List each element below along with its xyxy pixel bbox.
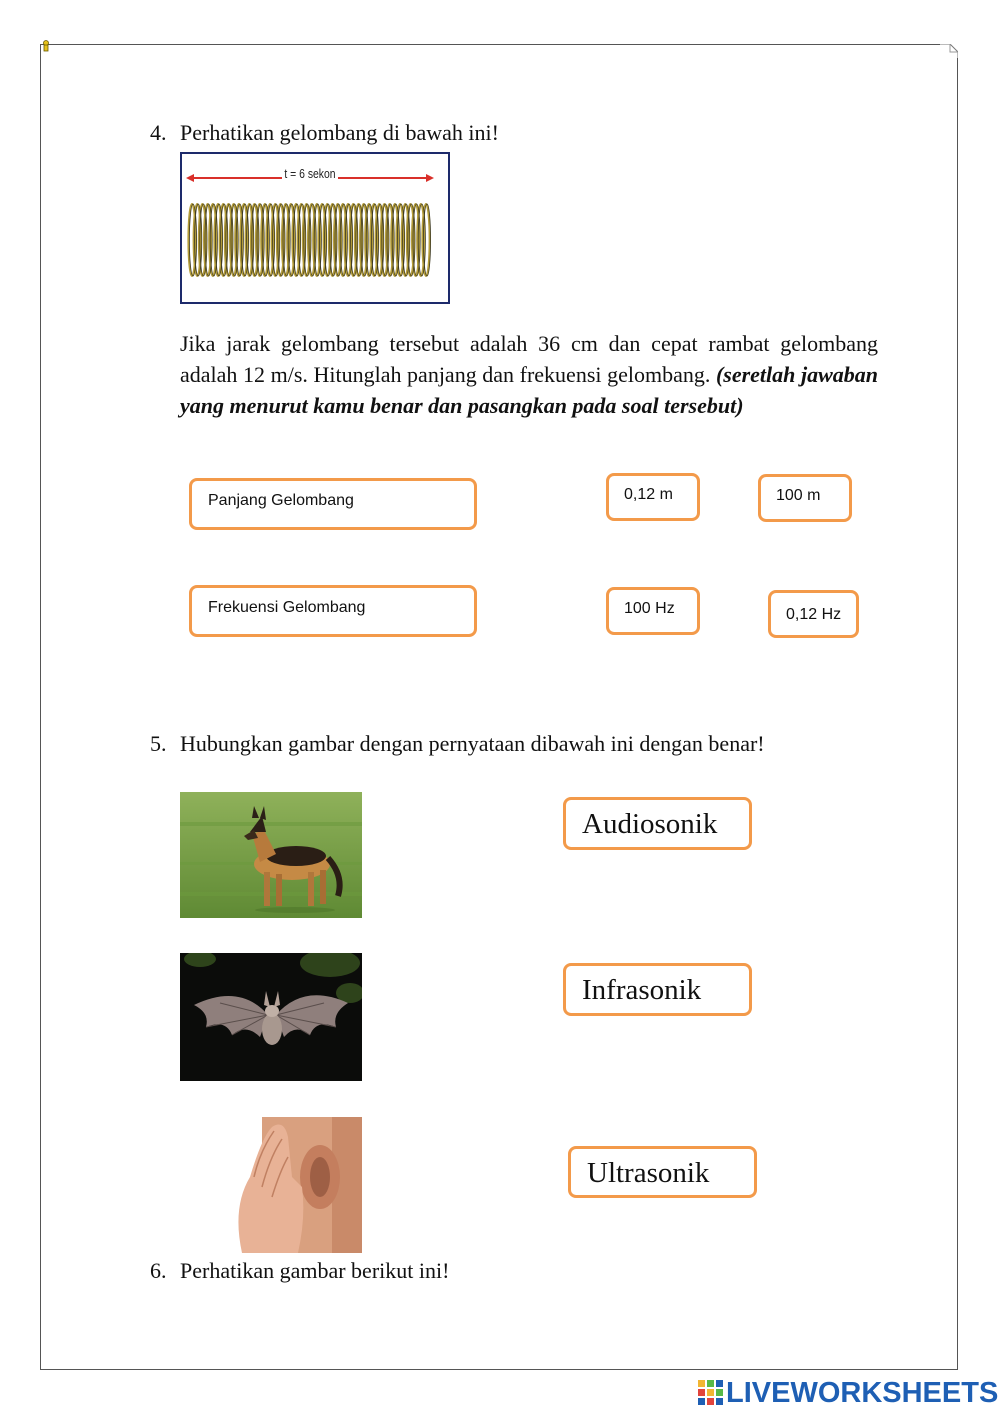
question-title: Perhatikan gelombang di bawah ini! [180,120,499,145]
question-number: 6. [150,1258,167,1283]
question-4-text [180,328,878,421]
drop-target-frekuensi-gelombang[interactable] [189,585,477,637]
question-title: Hubungkan gambar dengan pernyataan dibawah ini dengan benar! [180,731,765,756]
drop-target-label: Frekuensi Gelombang [208,599,366,616]
question-4-paragraph: Jika jarak gelombang tersebut adalah 36 cm dan cepat rambat gelombang adalah 12 m/s. Hitunglah panjang dan frekuensi gelombang. [180,331,878,387]
bat-image[interactable] [180,953,362,1081]
liveworksheets-logo[interactable] [698,1376,998,1410]
answer-audiosonik[interactable] [563,797,752,850]
question-6-heading [150,1258,449,1284]
option-label: 0,12 Hz [786,606,842,623]
question-number: 4. [150,120,167,145]
question-4-heading [150,120,499,146]
drag-option-0-12-m[interactable] [606,473,700,521]
question-number: 5. [150,731,167,756]
figure-time-label: t = 6 sekon [282,166,338,181]
option-label: 100 m [776,487,821,504]
question-5-heading [150,731,765,757]
page-corner-fold [940,44,958,58]
answer-infrasonik[interactable] [563,963,752,1016]
worksheet-page [40,44,958,1370]
liveworksheets-logo-icon [698,1380,724,1406]
drop-target-label: Panjang Gelombang [208,492,354,509]
question-4-instruction: (seretlah jawaban yang menurut kamu benar dan pasangkan pada soal tersebut) [180,362,878,418]
brand-name: LIVEWORKSHEETS [726,1376,999,1409]
answer-label: Audiosonik [582,808,718,840]
answer-label: Infrasonik [582,974,702,1006]
answer-ultrasonik[interactable] [568,1146,757,1198]
drop-target-panjang-gelombang[interactable] [189,478,477,530]
pin-icon [42,40,50,52]
option-label: 100 Hz [624,600,675,617]
drag-option-0-12-hz[interactable] [768,590,859,638]
drag-option-100-m[interactable] [758,474,852,522]
option-label: 0,12 m [624,486,673,503]
dog-image[interactable] [180,792,362,918]
answer-label: Ultrasonik [587,1157,710,1189]
hand-ear-image[interactable] [232,1117,362,1253]
spring-wave-figure [180,152,450,304]
drag-option-100-hz[interactable] [606,587,700,635]
question-title: Perhatikan gambar berikut ini! [180,1258,450,1283]
